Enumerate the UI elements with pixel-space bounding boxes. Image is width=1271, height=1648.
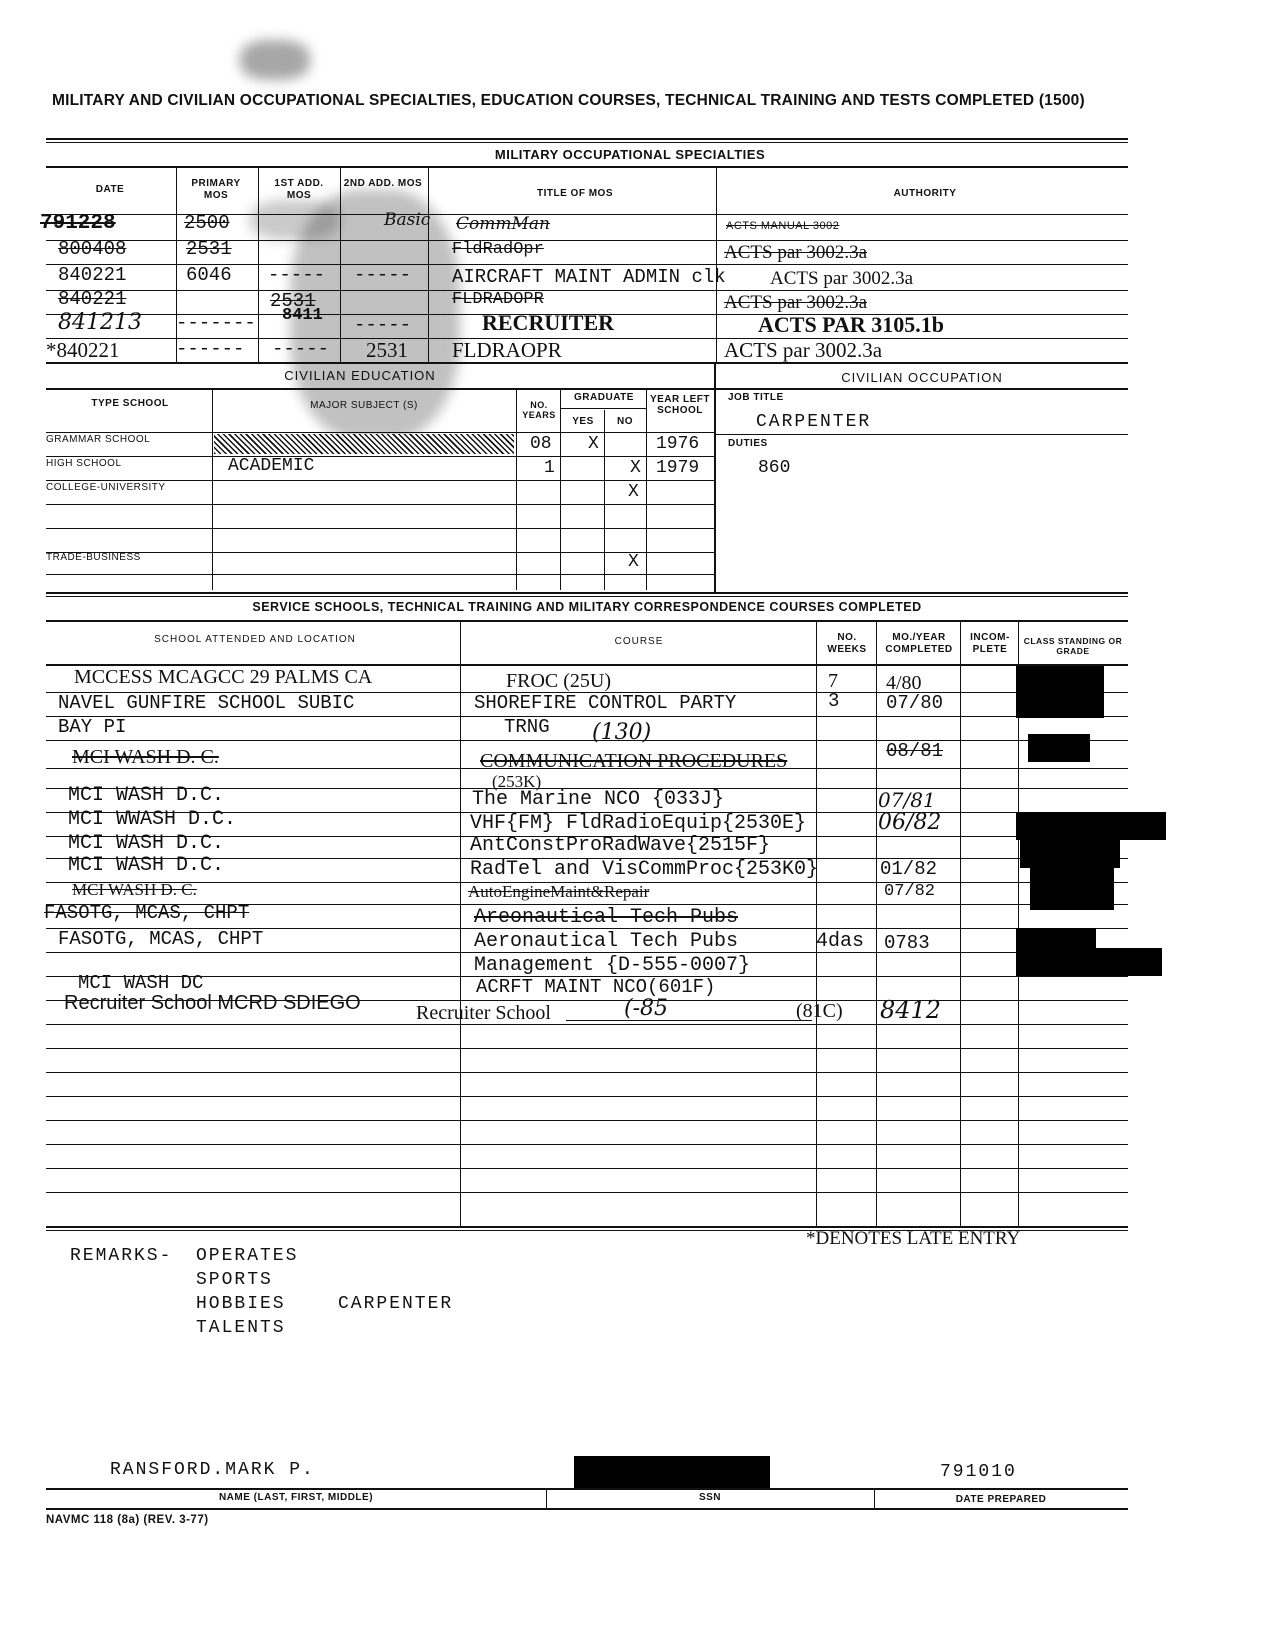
redaction-block [1016,948,1162,976]
job-title-label: JOB TITLE [728,392,784,403]
school-location: NAVEL GUNFIRE SCHOOL SUBIC [58,692,355,714]
duties-value: 860 [758,458,791,478]
job-title-value: CARPENTER [756,412,872,432]
form-id: NAVMC 118 (8a) (REV. 3-77) [46,1514,209,1526]
mos-primary: 6046 [186,264,232,286]
school-location: MCI WASH D.C. [68,854,225,877]
mos-date: 800408 [58,238,127,260]
mos-authority: ACTS par 3002.3a [724,242,868,263]
school-location: MCI WASH D. C. [72,880,197,899]
mos-date: 841213 [58,310,142,335]
school-course: Recruiter School [416,1002,551,1024]
mos-col-title: TITLE OF MOS [537,188,613,199]
redaction-block [1016,928,1096,950]
school-location: BAY PI [58,716,127,738]
form-title: MILITARY AND CIVILIAN OCCUPATIONAL SPECIALTIES, EDUCATION COURSES, TECHNICAL TRAINING AND TESTS COMPLETED (1500) [52,92,1085,109]
civ-years: 1 [544,458,555,478]
school-course: VHF{FM} FldRadioEquip{2530E} [470,812,807,835]
school-course: AutoEngineMaint&Repair [468,882,650,901]
civ-no: X [630,458,641,478]
mos-col-primary: PRIMARY MOS [191,178,241,201]
school-completed: 07/81 [878,788,936,812]
school-completed: 06/82 [878,810,942,835]
mos-col-authority: AUTHORITY [893,188,957,199]
mos-authority: ACTS PAR 3105.1b [758,312,945,337]
civ-col-year-left: YEAR LEFT SCHOOL [649,394,711,416]
mos-add2: 2531 [366,338,408,362]
school-completed: 01/82 [880,858,938,880]
school-location: MCI WWASH D.C. [68,808,237,831]
mos-authority: ACTS MANUAL 3002 [726,220,840,232]
school-course-note: (-85 [624,996,669,1021]
remarks-item: TALENTS [196,1318,286,1338]
mos-add1: ----- [268,264,326,286]
school-weeks: 7 [828,670,838,692]
civ-year-left: 1979 [656,458,700,478]
late-entry-note: *DENOTES LATE ENTRY [806,1228,1021,1249]
mos-title: AIRCRAFT MAINT ADMIN clk [452,266,726,288]
civ-col-major: MAJOR SUBJECT (S) [310,400,418,411]
smudge-artifact [250,200,340,240]
civ-col-graduate: GRADUATE [574,392,634,403]
mos-title: FLDRADOPR [452,290,544,309]
mos-add1: 2531 [270,290,316,312]
mos-section-title: MILITARY OCCUPATIONAL SPECIALTIES [494,147,766,162]
school-location: MCI WASH D.C. [68,832,225,855]
remarks-item: OPERATES [196,1246,299,1266]
school-completed: 08/81 [886,740,944,762]
school-course: COMMUNICATION PROCEDURES [480,750,788,772]
mos-date: *840221 [46,338,120,362]
school-course-note: (130) [592,720,652,745]
mos-primary: ------- [176,312,256,334]
mos-title: FldRadOpr [452,240,544,259]
school-location: MCI WASH D.C. [68,784,225,807]
mos-title: CommMan [456,214,550,234]
mos-add2: Basic [384,210,431,230]
schools-col-class: CLASS STANDING OR GRADE [1023,636,1123,656]
redaction-block [1020,838,1120,868]
school-course: TRNG [504,716,550,738]
school-location: FASOTG, MCAS, CHPT [44,902,250,924]
school-completed: 4/80 [886,672,922,694]
redaction-block [1028,734,1090,762]
schools-section-title: SERVICE SCHOOLS, TECHNICAL TRAINING AND MILITARY CORRESPONDENCE COURSES COMPLETED [252,600,922,614]
schools-col-school: SCHOOL ATTENDED AND LOCATION [154,634,356,645]
civ-no: X [628,552,639,572]
school-completed: 07/82 [884,882,936,901]
ssn-redaction [574,1456,770,1490]
school-course: SHOREFIRE CONTROL PARTY [474,692,737,714]
school-course: The Marine NCO {033J} [472,788,725,811]
civ-year-left: 1976 [656,434,700,454]
schools-col-incomplete: INCOM- PLETE [970,632,1010,655]
civ-col-yes: YES [572,416,594,427]
school-location: MCI WASH DC [78,972,204,994]
duties-label: DUTIES [728,438,768,449]
civ-occupation-title: CIVILIAN OCCUPATION [841,370,1003,385]
mos-primary: 2500 [184,212,230,234]
schools-col-course: COURSE [614,636,664,647]
name-value: RANSFORD.MARK P. [110,1460,315,1480]
civ-col-years: NO. YEARS [522,400,556,420]
name-label: NAME (LAST, FIRST, MIDDLE) [218,1492,374,1503]
redaction-block [1016,812,1166,840]
school-location: MCCESS MCAGCC 29 PALMS CA [74,666,373,688]
date-prepared-value: 791010 [940,1462,1017,1482]
civ-education-title: CIVILIAN EDUCATION [284,368,436,383]
mos-authority: ACTS par 3002.3a [724,338,883,362]
mos-add2: ----- [354,264,412,286]
mos-authority: ACTS par 3002.3a [724,292,868,313]
schools-col-weeks: NO. WEEKS [827,632,867,655]
redaction-block [1016,666,1104,718]
mos-col-add1: 1ST ADD. MOS [274,178,324,201]
school-course: Management {D-555-0007} [474,954,751,977]
civ-years: 08 [530,434,552,454]
mos-add1: ----- [272,338,330,360]
civ-type: TRADE-BUSINESS [46,552,141,563]
school-weeks: (81C) [796,1000,843,1022]
mos-date: 840221 [58,288,127,310]
school-course: Aeronautical Tech Pubs [474,930,739,953]
redaction-block [1030,866,1114,910]
school-completed: 0783 [884,932,930,954]
civ-type: HIGH SCHOOL [46,458,122,469]
mos-col-add2: 2ND ADD. MOS [343,178,423,189]
mos-add1: 8411 [282,306,323,325]
school-course: AntConstProRadWave{2515F} [470,834,771,857]
civ-type: GRAMMAR SCHOOL [46,434,151,445]
school-course: RadTel and VisCommProc{253K0} [470,858,819,881]
civ-no: X [628,482,639,502]
school-location: FASOTG, MCAS, CHPT [58,928,264,950]
mos-title: RECRUITER [482,310,615,335]
remarks-hobbies-value: CARPENTER [338,1294,454,1314]
mos-date: 840221 [58,264,127,286]
mos-primary: ------ [176,338,245,360]
date-prepared-label: DATE PREPARED [955,1494,1047,1505]
civ-yes: X [588,434,599,454]
mos-primary: 2531 [186,238,232,260]
remarks-item: HOBBIES [196,1294,286,1314]
civ-major: ACADEMIC [228,456,315,476]
ssn-label: SSN [698,1492,722,1503]
school-weeks: 3 [828,690,840,712]
remarks-item: SPORTS [196,1270,273,1290]
school-weeks: 4das [816,930,865,953]
mos-date: 791228 [40,212,116,235]
smudge-artifact [240,40,310,80]
grammar-major-hatched [214,434,514,454]
mos-add2: ----- [354,314,412,336]
remarks-label: REMARKS- [70,1246,173,1266]
mos-title: FLDRAOPR [452,338,562,362]
civ-type: COLLEGE-UNIVERSITY [46,482,166,493]
school-location: MCI WASH D. C. [72,746,219,768]
schools-col-completed: MO./YEAR COMPLETED [885,632,953,655]
school-location: Recruiter School MCRD SDIEGO [64,992,361,1014]
mos-col-date: DATE [95,184,125,195]
school-course: ACRFT MAINT NCO(601F) [476,976,716,998]
school-course-note: (253K) [492,772,542,791]
school-course: Areonautical Tech Pubs [474,906,739,929]
school-completed: 8412 [880,996,942,1024]
civ-col-no: NO [617,416,633,427]
civ-col-type: TYPE SCHOOL [91,398,169,409]
mos-authority: ACTS par 3002.3a [770,268,914,289]
school-completed: 07/80 [886,692,944,714]
school-course: FROC (25U) [506,670,612,692]
